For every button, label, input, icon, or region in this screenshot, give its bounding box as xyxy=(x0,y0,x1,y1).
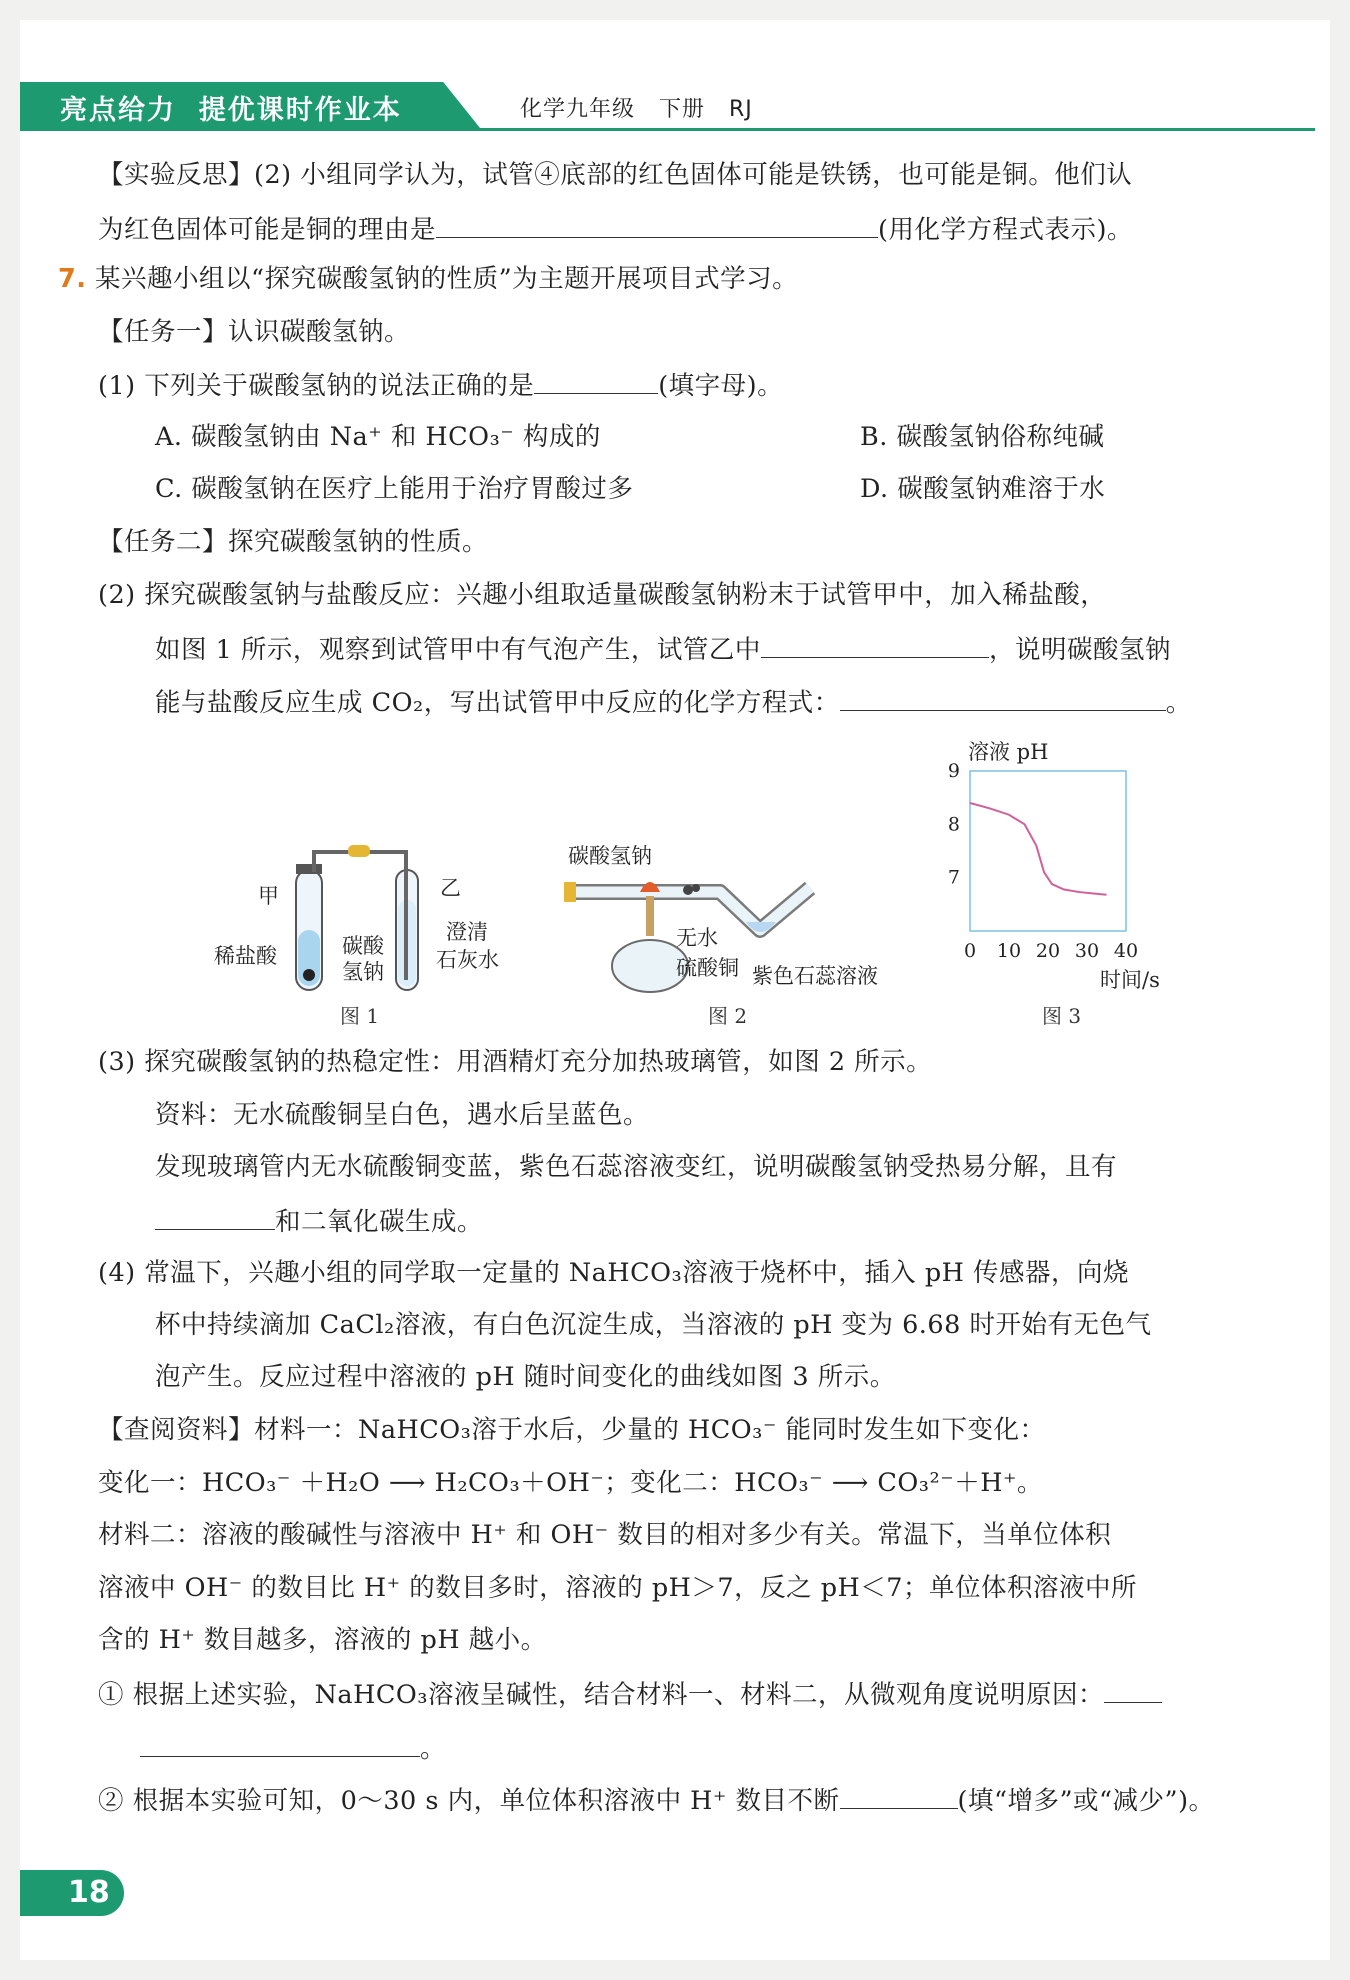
x-tick-label: 10 xyxy=(996,940,1022,962)
chart-ylabel: 溶液 pH xyxy=(968,740,1049,764)
text-segment: 能与盐酸反应生成 CO₂，写出试管甲中反应的化学方程式： xyxy=(155,688,840,718)
text-segment: 为红色固体可能是铜的理由是 xyxy=(98,215,437,245)
page-number: 18 xyxy=(20,1870,124,1916)
text-line xyxy=(98,367,783,403)
text-line: (3) 探究碳酸氢钠的热稳定性：用酒精灯充分加热玻璃管，如图 2 所示。 xyxy=(98,1047,933,1077)
label-hcl: 稀盐酸 xyxy=(214,944,277,968)
answer-blank[interactable] xyxy=(1104,1676,1162,1703)
label-nahco3: 碳酸氢钠 xyxy=(568,844,652,868)
label-lime-2: 石灰水 xyxy=(436,948,499,972)
text-segment: 。 xyxy=(420,1734,447,1764)
text-segment: (填字母)。 xyxy=(658,371,784,401)
question-number: 7. xyxy=(58,264,87,294)
text-line xyxy=(98,1676,1162,1712)
text-line: 资料：无水硫酸铜呈白色，遇水后呈蓝色。 xyxy=(155,1100,650,1130)
text-line: 【实验反思】(2) 小组同学认为，试管④底部的红色固体可能是铁锈，也可能是铜。他们认 xyxy=(98,160,1133,190)
label-lime-1: 澄清 xyxy=(446,920,488,944)
text-line xyxy=(98,1782,1215,1818)
question-7 xyxy=(58,262,798,296)
answer-blank[interactable] xyxy=(140,1730,420,1757)
option-b: B. 碳酸氢钠俗称纯碱 xyxy=(860,422,1105,452)
label-litmus: 紫色石蕊溶液 xyxy=(752,964,878,988)
chart-xlabel: 时间/s xyxy=(1100,968,1160,992)
header-book-info: 化学九年级 下册 RJ xyxy=(520,97,753,122)
text-line xyxy=(155,684,1192,720)
option-a: A. 碳酸氢钠由 Na⁺ 和 HCO₃⁻ 构成的 xyxy=(155,422,601,452)
figure-1-caption: 图 1 xyxy=(340,1004,380,1028)
header-divider xyxy=(20,128,1315,131)
answer-blank[interactable] xyxy=(534,367,658,394)
answer-blank[interactable] xyxy=(840,684,1166,711)
answer-blank[interactable] xyxy=(761,631,989,658)
figure-3-chart xyxy=(930,735,1190,995)
text-segment: (填“增多”或“减少”)。 xyxy=(957,1786,1215,1816)
figure-3-caption: 图 3 xyxy=(1042,1004,1082,1028)
text-line: 发现玻璃管内无水硫酸铜变蓝，紫色石蕊溶液变红，说明碳酸氢钠受热易分解，且有 xyxy=(155,1152,1118,1182)
y-tick-label: 9 xyxy=(947,760,960,782)
ph-curve xyxy=(970,803,1107,895)
figure-2-caption: 图 2 xyxy=(708,1004,748,1028)
text-line: 溶液中 OH⁻ 的数目比 H⁺ 的数目多时，溶液的 pH＞7，反之 pH＜7；单位体积溶液中所 xyxy=(98,1573,1138,1603)
label-nahco3-2: 氢钠 xyxy=(342,960,384,984)
x-tick-label: 40 xyxy=(1113,940,1139,962)
option-d: D. 碳酸氢钠难溶于水 xyxy=(860,474,1106,504)
label-nahco3-1: 碳酸 xyxy=(342,934,384,958)
text-line: 材料二：溶液的酸碱性与溶液中 H⁺ 和 OH⁻ 数目的相对多少有关。常温下，当单位体积 xyxy=(98,1520,1112,1550)
text-line: 泡产生。反应过程中溶液的 pH 随时间变化的曲线如图 3 所示。 xyxy=(155,1362,896,1392)
text-line: 含的 H⁺ 数目越多，溶液的 pH 越小。 xyxy=(98,1625,547,1655)
question-text: 某兴趣小组以“探究碳酸氢钠的性质”为主题开展项目式学习。 xyxy=(95,264,799,294)
text-line xyxy=(98,211,1133,247)
text-segment: (用化学方程式表示)。 xyxy=(878,215,1133,245)
text-line xyxy=(155,1203,483,1239)
label-yi: 乙 xyxy=(440,876,461,900)
task-heading: 【任务二】探究碳酸氢钠的性质。 xyxy=(98,527,489,557)
answer-blank[interactable] xyxy=(436,211,878,238)
answer-blank[interactable] xyxy=(155,1203,275,1230)
text-segment: ① 根据上述实验，NaHCO₃溶液呈碱性，结合材料一、材料二，从微观角度说明原因： xyxy=(98,1680,1104,1710)
text-line: 变化一：HCO₃⁻ ＋H₂O ⟶ H₂CO₃＋OH⁻；变化二：HCO₃⁻ ⟶ CO₃²⁻＋H⁺。 xyxy=(98,1468,1043,1498)
text-segment: 。 xyxy=(1165,688,1192,718)
text-segment: (1) 下列关于碳酸氢钠的说法正确的是 xyxy=(98,371,535,401)
y-tick-label: 8 xyxy=(947,813,960,836)
label-cuso4-1: 无水 xyxy=(676,926,718,950)
text-segment: ② 根据本实验可知，0～30 s 内，单位体积溶液中 H⁺ 数目不断 xyxy=(98,1786,840,1816)
header-brand: 亮点给力 提优课时作业本 xyxy=(60,95,402,126)
text-line: (2) 探究碳酸氢钠与盐酸反应：兴趣小组取适量碳酸氢钠粉末于试管甲中，加入稀盐酸， xyxy=(98,580,1107,610)
chart-frame xyxy=(970,771,1126,931)
text-line: 【查阅资料】材料一：NaHCO₃溶于水后，少量的 HCO₃⁻ 能同时发生如下变化： xyxy=(98,1415,1046,1445)
text-segment: 如图 1 所示，观察到试管甲中有气泡产生，试管乙中 xyxy=(155,635,761,665)
label-jia: 甲 xyxy=(258,884,279,908)
x-tick-label: 0 xyxy=(963,940,977,962)
x-tick-label: 20 xyxy=(1035,940,1061,962)
x-tick-label: 30 xyxy=(1074,940,1100,962)
text-segment: 和二氧化碳生成。 xyxy=(275,1207,484,1237)
text-line xyxy=(155,631,1171,667)
text-line xyxy=(140,1730,446,1766)
answer-blank[interactable] xyxy=(840,1782,958,1809)
label-cuso4-2: 硫酸铜 xyxy=(676,956,739,980)
text-line: (4) 常温下，兴趣小组的同学取一定量的 NaHCO₃溶液于烧杯中，插入 pH 传感器，向烧 xyxy=(98,1258,1129,1288)
option-c: C. 碳酸氢钠在医疗上能用于治疗胃酸过多 xyxy=(155,474,634,504)
task-heading: 【任务一】认识碳酸氢钠。 xyxy=(98,317,411,347)
text-line: 杯中持续滴加 CaCl₂溶液，有白色沉淀生成，当溶液的 pH 变为 6.68 时开始有无色气 xyxy=(155,1310,1152,1340)
y-tick-label: 7 xyxy=(947,866,960,889)
text-segment: ，说明碳酸氢钠 xyxy=(988,635,1171,665)
